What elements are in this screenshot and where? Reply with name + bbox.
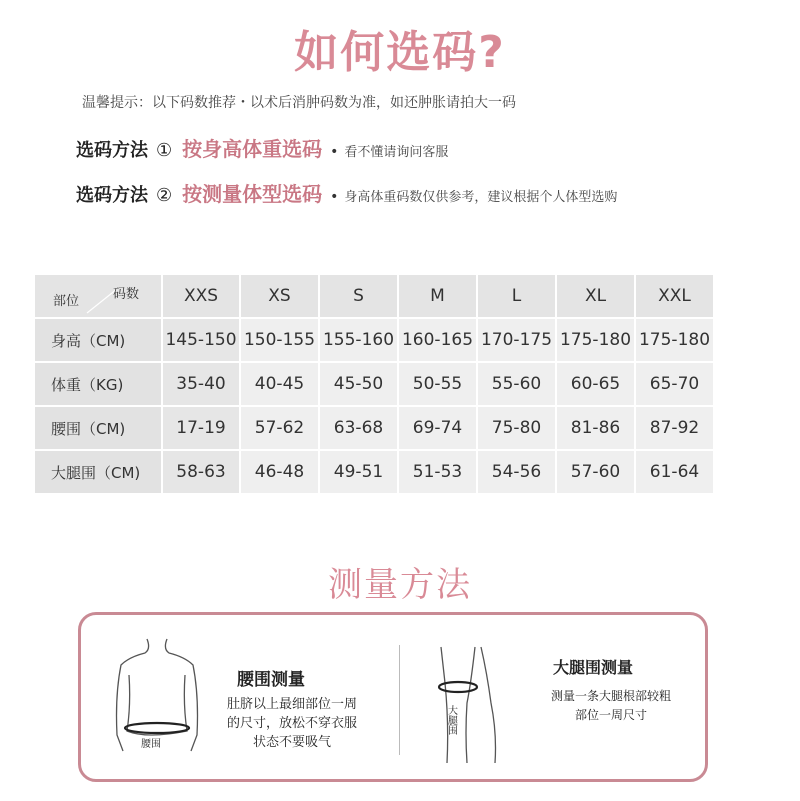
table-cell: 17-19 — [163, 407, 239, 449]
table-header-row — [35, 275, 713, 317]
table-cell: 57-62 — [241, 407, 318, 449]
table-row — [35, 363, 713, 405]
table-cell: 160-165 — [399, 319, 476, 361]
corner-row-label: 部位 — [53, 294, 80, 309]
figure-label-thigh: 大腿围 — [445, 705, 457, 735]
table-cell: 145-150 — [163, 319, 239, 361]
table-cell: 55-60 — [478, 363, 555, 405]
size-header: L — [478, 275, 555, 317]
table-cell: 45-50 — [320, 363, 397, 405]
method-name: 按测量体型选码 — [182, 182, 323, 206]
desc-line: 状态不要吸气 — [252, 735, 331, 750]
divider — [399, 645, 400, 755]
table-cell: 58-63 — [163, 451, 239, 493]
method-label: 选码方法 — [76, 185, 148, 206]
size-header: M — [399, 275, 476, 317]
method-1 — [76, 133, 448, 165]
table-cell: 87-92 — [636, 407, 713, 449]
method-name: 按身高体重选码 — [182, 137, 323, 161]
size-header: S — [320, 275, 397, 317]
corner-col-label: 码数 — [112, 287, 139, 302]
size-header: XL — [557, 275, 634, 317]
thigh-description — [531, 687, 691, 725]
table-cell: 175-180 — [636, 319, 713, 361]
table-cell: 50-55 — [399, 363, 476, 405]
page-title: 如何选码? — [294, 27, 506, 78]
table-cell: 46-48 — [241, 451, 318, 493]
method-label: 选码方法 — [76, 140, 148, 161]
table-row — [35, 407, 713, 449]
table-corner-cell — [35, 275, 161, 317]
thigh-title: 大腿围测量 — [553, 658, 634, 677]
table-cell: 75-80 — [478, 407, 555, 449]
table-cell: 61-64 — [636, 451, 713, 493]
figure-label-waist: 腰围 — [141, 739, 161, 750]
table-cell: 51-53 — [399, 451, 476, 493]
method-number: ② — [156, 185, 173, 206]
desc-line: 部位一周尺寸 — [574, 708, 647, 722]
measure-title: 测量方法 — [328, 565, 472, 605]
table-row — [35, 451, 713, 493]
table-cell: 155-160 — [320, 319, 397, 361]
leg-figure-icon — [431, 643, 511, 773]
method-note: 身高体重码数仅供参考，建议根据个人体型选购 — [344, 190, 618, 205]
table-row — [35, 319, 713, 361]
size-header: XXL — [636, 275, 713, 317]
torso-figure-icon — [107, 635, 207, 765]
row-label: 身高（CM) — [35, 319, 161, 361]
desc-line: 测量一条大腿根部较粗 — [550, 689, 671, 703]
table-cell: 65-70 — [636, 363, 713, 405]
desc-line: 肚脐以上最细部位一周 — [226, 697, 357, 712]
method-note: 看不懂请询问客服 — [344, 145, 449, 160]
desc-line: 的尺寸，放松不穿衣服 — [226, 716, 357, 731]
table-cell: 54-56 — [478, 451, 555, 493]
tip-text: 温馨提示：以下码数推荐・以术后消肿码数为准，如还肿胀请拍大一码 — [82, 95, 516, 111]
table-cell: 81-86 — [557, 407, 634, 449]
bullet-dot: • — [330, 189, 339, 205]
bullet-dot: • — [330, 144, 339, 160]
measure-panel — [78, 612, 708, 782]
method-number: ① — [156, 140, 173, 161]
table-cell: 63-68 — [320, 407, 397, 449]
table-cell: 35-40 — [163, 363, 239, 405]
table-cell: 49-51 — [320, 451, 397, 493]
size-header: XXS — [163, 275, 239, 317]
table-cell: 170-175 — [478, 319, 555, 361]
table-cell: 150-155 — [241, 319, 318, 361]
row-label: 大腿围（CM) — [35, 451, 161, 493]
table-cell: 69-74 — [399, 407, 476, 449]
size-header: XS — [241, 275, 318, 317]
table-cell: 175-180 — [557, 319, 634, 361]
waist-description — [207, 695, 377, 752]
row-label: 腰围（CM) — [35, 407, 161, 449]
waist-title: 腰围测量 — [237, 670, 305, 690]
size-table — [33, 273, 715, 495]
row-label: 体重（KG) — [35, 363, 161, 405]
table-cell: 60-65 — [557, 363, 634, 405]
table-cell: 57-60 — [557, 451, 634, 493]
table-cell: 40-45 — [241, 363, 318, 405]
method-2 — [76, 178, 617, 210]
